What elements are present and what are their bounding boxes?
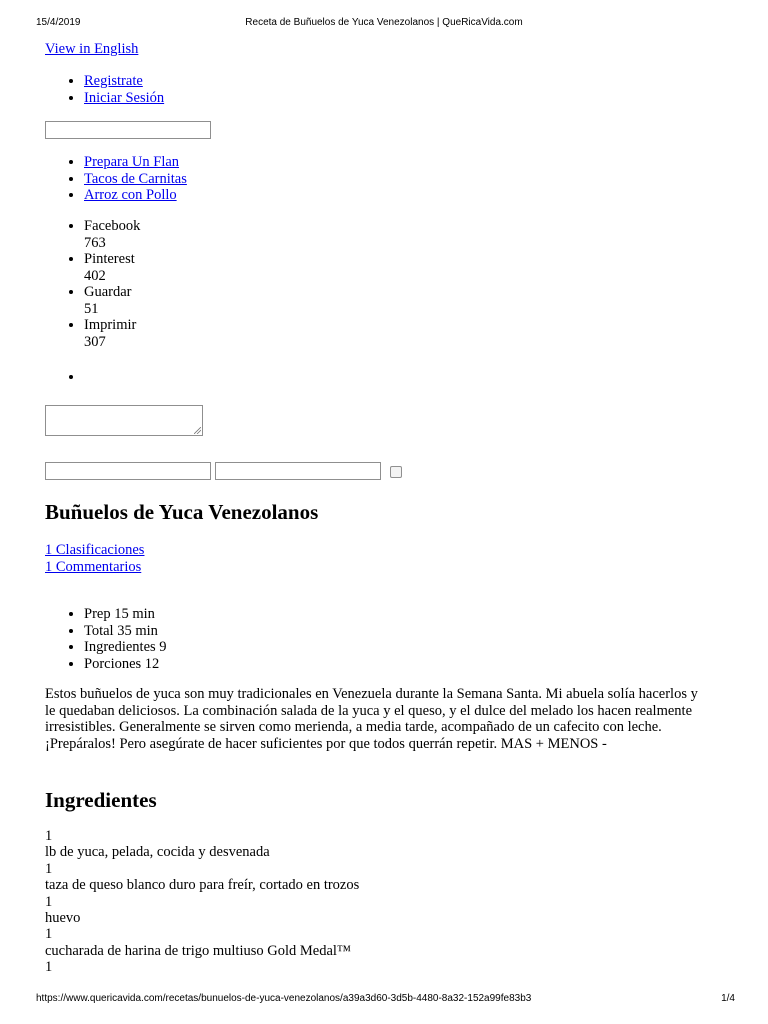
featured-item <box>84 154 187 171</box>
share-guardar[interactable] <box>84 284 140 317</box>
recipe-description: Estos buñuelos de yuca son muy tradicionales en Venezuela durante la Semana Santa. Mi abuela solía hacerlos y le quedaban deliciosos. La combinación salada de la yuca y el queso, y el dulce del melado los hacen realmente irresistibles. Generalmente se sirven como merienda, a media tarde, acompañado de un cafecito con leche. ¡Prepáralos! Pero asegúrate de hacer suficientes por que todos querrán repetir. MAS + MENOS - <box>45 686 698 752</box>
print-url: https://www.quericavida.com/recetas/bunuelos-de-yuca-venezolanos/a39a3d60-3d5b-4480-8a32-152a99fe83b3 <box>36 993 532 1004</box>
ingredient-qty: 1 <box>45 828 53 844</box>
email-field[interactable] <box>215 462 381 480</box>
ingredient-qty: 1 <box>45 893 53 910</box>
share-count: 307 <box>84 333 106 350</box>
ingredient-qty: 1 <box>45 860 53 877</box>
search-input[interactable] <box>45 121 211 139</box>
remember-checkbox[interactable] <box>390 466 402 478</box>
featured-item <box>84 171 187 188</box>
recipe-meta <box>45 606 167 672</box>
ingredients-heading: Ingredientes <box>45 788 157 812</box>
ingredient-text: taza de queso blanco duro para freír, cortado en trozos <box>45 877 360 894</box>
name-field[interactable] <box>45 462 211 480</box>
resize-grip-icon[interactable] <box>194 427 201 434</box>
print-date: 15/4/2019 <box>36 17 81 28</box>
share-count: 402 <box>84 267 106 284</box>
ingredient-text: lb de yuca, pelada, cocida y desvenada <box>45 844 270 861</box>
tacos-de-carnitas-link[interactable]: Tacos de Carnitas <box>84 170 187 187</box>
page-number: 1/4 <box>721 993 735 1004</box>
share-pinterest[interactable] <box>84 251 140 284</box>
share-count: 763 <box>84 234 106 251</box>
account-menu <box>45 73 164 106</box>
meta-prep: • Prep 15 min <box>84 606 167 623</box>
recipe-title: Buñuelos de Yuca Venezolanos <box>45 500 319 524</box>
empty-list-item <box>84 369 88 386</box>
arroz-con-pollo-link[interactable]: Arroz con Pollo <box>84 187 177 203</box>
share-label: Imprimir <box>84 317 137 333</box>
meta-total: • Total 35 min <box>84 623 167 640</box>
comments-link[interactable]: 1 Commentarios <box>45 558 142 575</box>
ingredients-list <box>45 828 359 976</box>
featured-links <box>45 154 187 204</box>
ingredient-text: cucharada de harina de trigo multiuso Gold Medal™ <box>45 942 352 959</box>
ingredient-qty: 1 <box>45 959 53 976</box>
share-label: Guardar <box>84 284 132 300</box>
featured-item <box>84 187 187 204</box>
register-link[interactable]: Registrate <box>84 73 143 89</box>
pdf-header <box>0 17 768 31</box>
meta-ingredients: • Ingredientes 9 <box>84 639 167 656</box>
account-item-register <box>84 73 164 90</box>
pdf-footer <box>0 993 768 1007</box>
meta-servings: • Porciones 12 <box>84 656 167 673</box>
account-item-login <box>84 90 164 107</box>
share-count: 51 <box>84 300 99 317</box>
share-list <box>45 218 140 350</box>
empty-list <box>45 369 88 386</box>
print-title: Receta de Buñuelos de Yuca Venezolanos | QueRicaVida.com <box>245 17 523 28</box>
view-in-english-link[interactable]: View in English <box>45 41 139 57</box>
ingredient-qty: 1 <box>45 926 53 943</box>
share-label: Pinterest <box>84 251 135 267</box>
share-label: Facebook <box>84 218 141 234</box>
login-link[interactable]: Iniciar Sesión <box>84 89 165 106</box>
comment-textarea[interactable] <box>45 405 203 436</box>
ingredient-text: huevo <box>45 910 81 927</box>
share-imprimir[interactable] <box>84 317 140 350</box>
share-facebook[interactable] <box>84 218 140 251</box>
ratings-link[interactable]: 1 Clasificaciones <box>45 542 145 558</box>
prepara-un-flan-link[interactable]: Prepara Un Flan <box>84 154 180 170</box>
